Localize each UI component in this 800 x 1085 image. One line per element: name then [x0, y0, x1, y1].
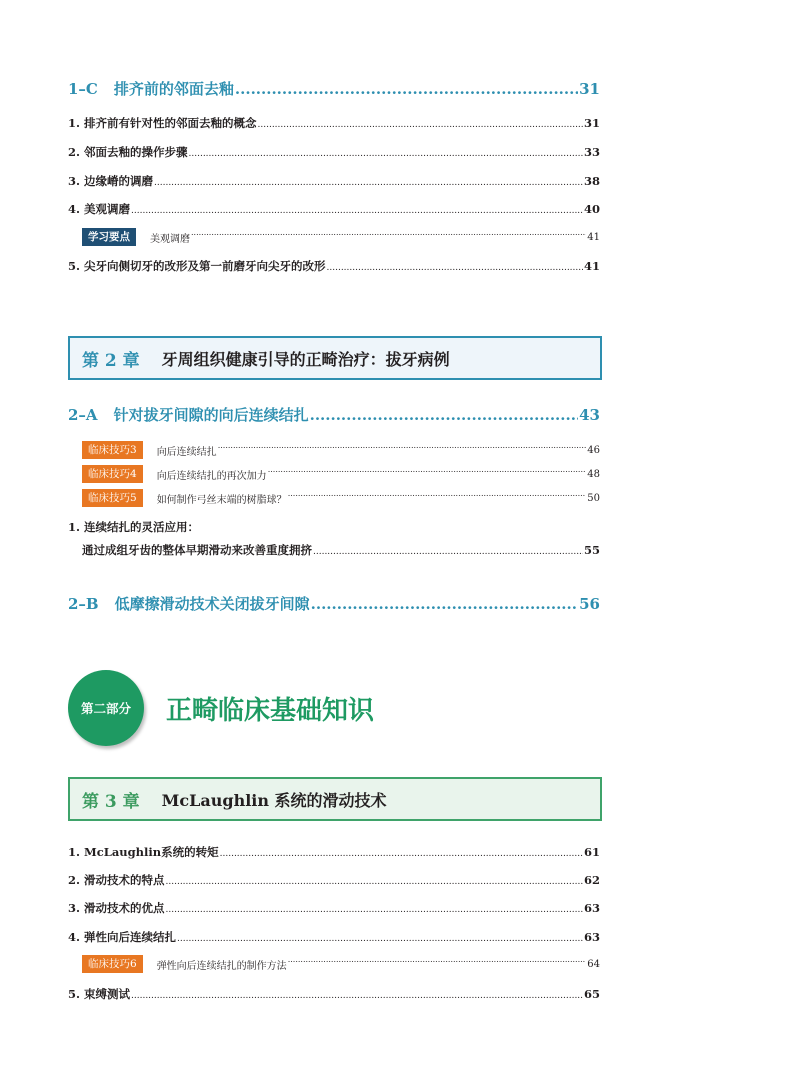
item-label: 弹性向后连续结扎的制作方法	[156, 960, 287, 972]
toc-item[interactable]	[68, 115, 600, 131]
leader-dots	[131, 206, 583, 216]
section-title: 排齐前的邻面去釉	[113, 80, 234, 98]
toc-clinical-tip[interactable]	[82, 441, 600, 459]
leader-dots	[166, 905, 583, 915]
section-title: 针对拔牙间隙的向后连续结扎	[113, 406, 309, 424]
toc-item[interactable]	[82, 542, 600, 558]
leader-dots	[313, 547, 583, 557]
toc-clinical-tip[interactable]	[82, 465, 600, 483]
part-2-title[interactable]: 正畸临床基础知识	[166, 696, 375, 726]
page-number: 46	[587, 444, 600, 456]
toc-section-2b[interactable]	[68, 593, 600, 614]
item-label: 1. McLaughlin系统的转矩	[68, 845, 219, 859]
item-label: 5. 尖牙向侧切牙的改形及第一前磨牙向尖牙的改形	[68, 259, 326, 273]
page-number: 48	[587, 468, 600, 480]
section-code: 2–B	[68, 595, 99, 613]
leader-dots	[218, 441, 587, 450]
page-number: 63	[583, 930, 600, 944]
chapter-title: McLaughlin 系统的滑动技术	[161, 790, 387, 810]
item-label: 向后连续结扎的再次加力	[156, 470, 267, 482]
toc-item[interactable]	[68, 258, 600, 274]
item-label: 美观调磨	[150, 233, 190, 245]
chapter-3-heading[interactable]	[68, 777, 602, 821]
leader-dots	[258, 120, 583, 130]
leader-dots	[131, 991, 583, 1001]
toc-item[interactable]	[68, 929, 600, 945]
page-number: 64	[587, 958, 600, 970]
page-number: 50	[587, 492, 600, 504]
toc-item[interactable]	[68, 201, 600, 217]
toc-section-1c[interactable]	[68, 78, 600, 99]
page-number: 38	[583, 174, 600, 188]
clinical-tip-tag: 临床技巧5	[82, 489, 143, 507]
item-label: 5. 束缚测试	[68, 987, 131, 1001]
page-number: 63	[583, 901, 600, 915]
page-number: 65	[583, 987, 600, 1001]
toc-section-2a[interactable]	[68, 404, 600, 425]
leader-dots	[166, 877, 583, 887]
page-number: 33	[583, 145, 600, 159]
page-number: 61	[583, 845, 600, 859]
page-number: 31	[579, 80, 600, 98]
leader-dots	[235, 80, 578, 98]
chapter-number: 第 3 章	[82, 791, 140, 812]
chapter-title: 牙周组织健康引导的正畸治疗：拔牙病例	[161, 349, 450, 369]
item-label: 4. 弹性向后连续结扎	[68, 930, 177, 944]
item-label: 通过成组牙齿的整体早期滑动来改善重度拥挤	[82, 543, 312, 557]
clinical-tip-tag: 临床技巧6	[82, 955, 143, 973]
page-number: 56	[579, 595, 600, 613]
page-number: 31	[583, 116, 600, 130]
page-number: 41	[583, 259, 600, 273]
item-label: 2. 邻面去釉的操作步骤	[68, 145, 188, 159]
item-label: 2. 滑动技术的特点	[68, 873, 165, 887]
clinical-tip-tag: 临床技巧4	[82, 465, 143, 483]
page-number: 43	[579, 406, 600, 424]
leader-dots	[220, 849, 583, 859]
toc-item-multiline-label[interactable]: 1. 连续结扎的灵活应用：	[68, 520, 200, 534]
toc-item[interactable]	[68, 986, 600, 1002]
leader-dots	[154, 178, 583, 188]
leader-dots	[311, 595, 578, 613]
item-label: 3. 滑动技术的优点	[68, 901, 165, 915]
toc-item[interactable]	[68, 144, 600, 160]
item-label: 1. 排齐前有针对性的邻面去釉的概念	[68, 116, 257, 130]
leader-dots	[288, 489, 587, 498]
toc-item[interactable]	[68, 900, 600, 916]
clinical-tip-tag: 临床技巧3	[82, 441, 143, 459]
toc-item[interactable]	[68, 173, 600, 189]
item-label: 4. 美观调磨	[68, 202, 131, 216]
section-title: 低摩擦滑动技术关闭拔牙间隙	[114, 595, 310, 613]
page-number: 55	[583, 543, 600, 557]
toc-study-point[interactable]	[82, 228, 600, 246]
toc-clinical-tip[interactable]	[82, 489, 600, 507]
item-label: 如何制作弓丝末端的树脂球？	[156, 494, 287, 506]
toc-item[interactable]	[68, 872, 600, 888]
leader-dots	[288, 955, 587, 964]
leader-dots	[327, 263, 583, 273]
leader-dots	[191, 228, 586, 237]
leader-dots	[177, 934, 583, 944]
page-number: 41	[587, 231, 600, 243]
toc-item[interactable]	[68, 844, 600, 860]
chapter-2-heading[interactable]	[68, 336, 602, 380]
item-label: 3. 边缘嵴的调磨	[68, 174, 154, 188]
item-label: 向后连续结扎	[156, 446, 217, 458]
page-number: 62	[583, 873, 600, 887]
leader-dots	[189, 149, 583, 159]
section-code: 2–A	[68, 406, 98, 424]
page-number: 40	[583, 202, 600, 216]
leader-dots	[268, 465, 587, 474]
study-point-tag: 学习要点	[82, 228, 136, 246]
toc-clinical-tip[interactable]	[82, 955, 600, 973]
leader-dots	[310, 406, 579, 424]
section-code: 1–C	[68, 80, 98, 98]
chapter-number: 第 2 章	[82, 350, 140, 371]
part-2-badge: 第二部分	[68, 670, 144, 746]
